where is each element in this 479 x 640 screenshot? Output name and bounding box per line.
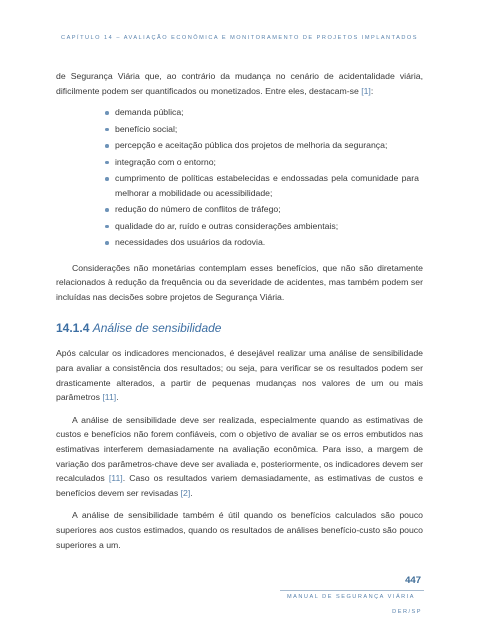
list-item	[56, 122, 423, 137]
paragraph-gap	[56, 405, 423, 413]
list-item-text: necessidades dos usuários da rodovia.	[115, 237, 266, 248]
bullet-icon	[105, 177, 109, 181]
page-body	[56, 69, 423, 552]
manual-title: MANUAL DE SEGURANÇA VIÁRIA	[287, 594, 416, 600]
paragraph-gap	[56, 500, 423, 508]
considerations-list	[56, 98, 423, 260]
sensitivity-paragraph-1	[56, 346, 423, 404]
citation-link[interactable]: [1]	[361, 85, 371, 96]
list-item-text: cumprimento de políticas estabelecidas e endossadas pela comunidade para melhorar a mobilidade ou acessibilidade;	[115, 173, 419, 198]
page-number: 447	[405, 575, 421, 586]
paragraph-text: A análise de sensibilidade deve ser realizada, especialmente quando as estimativas de custos e benefícios não forem confiáveis, com o objetivo de avaliar se os erros embutidos nas estimativas interferem demasiadamente na avaliação econômica. Para isso, a margem de variação dos parâmetros-chave deve ser avaliada e, posteriormente, os indicadores devem ser recalculados	[56, 414, 423, 484]
bullet-icon	[105, 208, 109, 212]
chapter-header: CAPÍTULO 14 – AVALIAÇÃO ECONÔMICA E MONITORAMENTO DE PROJETOS IMPLANTADOS	[61, 35, 418, 41]
sensitivity-paragraph-2	[56, 413, 423, 501]
list-item-text: benefício social;	[115, 123, 178, 134]
citation-link[interactable]: [2]	[180, 487, 191, 498]
paragraph-text: . Caso os resultados variem demasiadamente, as estimativas de custos e benefícios devem ser revisadas	[56, 473, 423, 498]
list-item-text: percepção e aceitação pública dos projetos de melhoria da segurança;	[115, 140, 388, 151]
list-item	[56, 155, 423, 170]
bullet-icon	[105, 111, 109, 115]
citation-link[interactable]: [11]	[108, 473, 123, 484]
sensitivity-paragraph-3: A análise de sensibilidade também é útil quando os benefícios calculados são pouco superiores aos custos estimados, quando os resultados de análises benefício-custo são pouco superiores a um.	[56, 510, 423, 550]
list-item-text: qualidade do ar, ruído e outras considerações ambientais;	[115, 220, 339, 231]
list-item	[56, 202, 423, 217]
paragraph-punct: .	[116, 392, 119, 403]
org-label: DER/SP	[392, 609, 422, 615]
list-item	[56, 138, 423, 153]
bullet-icon	[105, 225, 109, 229]
intro-paragraph	[56, 69, 423, 98]
bullet-icon	[105, 241, 109, 245]
list-item	[56, 171, 423, 200]
list-item	[56, 105, 423, 120]
intro-text: de Segurança Viária que, ao contrário da mudança no cenário de acidentalidade viária, dificilmente podem ser quantificados ou monetizados. Entre eles, destacam-se	[56, 71, 423, 96]
section-title: Análise de sensibilidade	[92, 321, 222, 336]
bullet-icon	[105, 144, 109, 148]
nonmonetary-paragraph: Considerações não monetárias contemplam esses benefícios, que não são diretamente relacionados à redução da frequência ou da severidade de acidentes, mas também podem ser incluídas nas decisões sobre projetos de Segurança Viária.	[56, 262, 423, 302]
list-item-text: redução do número de conflitos de tráfego;	[115, 204, 281, 215]
citation-link[interactable]: [11]	[102, 392, 117, 403]
bullet-icon	[105, 161, 109, 165]
list-item	[56, 235, 423, 250]
paragraph-punct: .	[190, 487, 193, 498]
list-item-text: integração com o entorno;	[115, 156, 216, 167]
list-item-text: demanda pública;	[115, 107, 184, 118]
section-heading	[56, 320, 423, 336]
footer-divider	[280, 590, 424, 591]
section-number: 14.1.4	[56, 321, 90, 336]
bullet-icon	[105, 128, 109, 132]
list-item	[56, 219, 423, 234]
paragraph-text: Após calcular os indicadores mencionados, é desejável realizar uma análise de sensibilidade para avaliar a consistência dos resultados; ou seja, para verificar se os resultados podem ser drasticamente alterados, a partir de pequenas mudanças nos valores de um ou mais parâmetros	[56, 348, 423, 403]
intro-punct: :	[370, 85, 374, 96]
